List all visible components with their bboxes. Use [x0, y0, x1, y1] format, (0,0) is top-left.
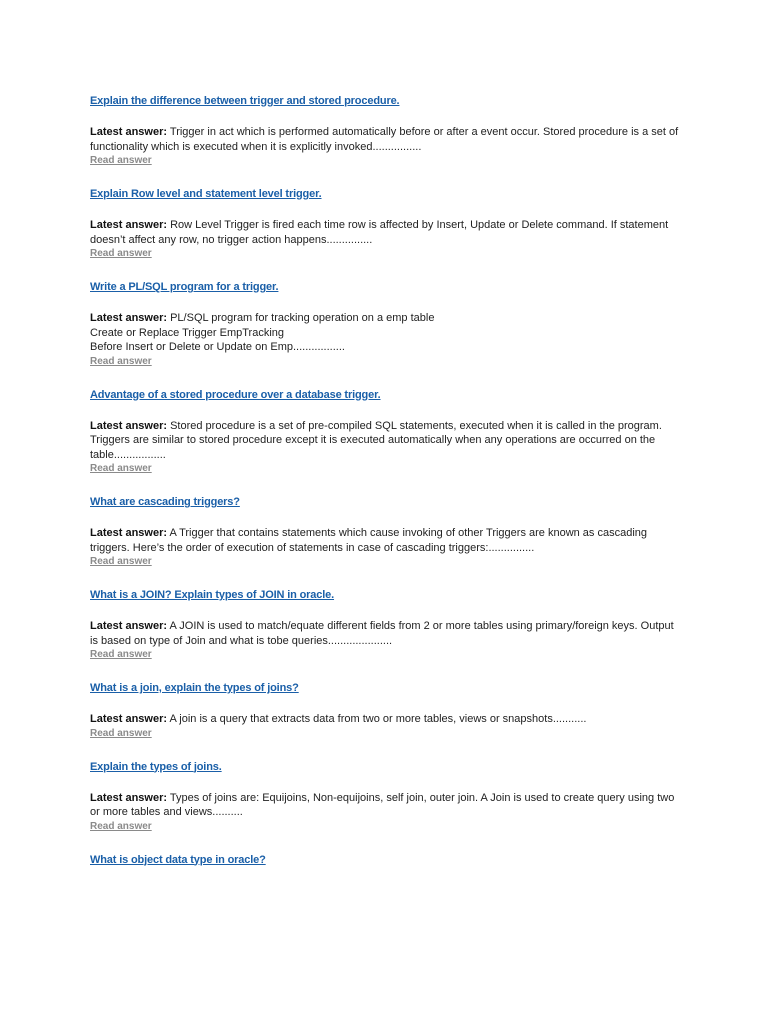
answer-body: PL/SQL program for tracking operation on a emp table Create or Replace Trigger EmpTracking Before Insert or Delete or Update on Emp................. [90, 312, 435, 353]
answer-label: Latest answer: [90, 713, 168, 725]
answer-text [90, 419, 682, 463]
answer-text [90, 619, 682, 648]
question-link[interactable]: Advantage of a stored procedure over a database trigger. [90, 388, 381, 401]
answer-label: Latest answer: [90, 126, 168, 138]
read-answer-link[interactable]: Read answer [90, 155, 152, 166]
answer-body: Trigger in act which is performed automatically before or after a event occur. Stored procedure is a set of functionality which is executed when it is explicitly invoked................ [90, 126, 679, 153]
answer-text [90, 791, 682, 820]
question-link[interactable]: Write a PL/SQL program for a trigger. [90, 281, 279, 293]
qa-item [90, 853, 690, 867]
answer-label: Latest answer: [90, 419, 168, 432]
answer-text [90, 311, 682, 355]
question-link[interactable]: What is a join, explain the types of joins? [90, 682, 299, 694]
answer-label: Latest answer: [90, 219, 168, 231]
question-link[interactable]: Explain the difference between trigger and stored procedure. [90, 95, 400, 107]
answer-body: Stored procedure is a set of pre-compiled SQL statements, executed when it is called in the program. Triggers are similar to stored procedure except it is executed automatically when any operations are occurred on the table................. [90, 419, 662, 461]
qa-item [90, 94, 690, 167]
answer-body: A join is a query that extracts data from two or more tables, views or snapshots........... [169, 713, 587, 725]
qa-list [90, 94, 690, 867]
question-link[interactable]: What are cascading triggers? [90, 496, 240, 508]
answer-body: A JOIN is used to match/equate different fields from 2 or more tables using primary/foreign keys. Output is based on type of Join and what is tobe queries..................... [90, 620, 674, 647]
qa-item [90, 588, 690, 661]
qa-item [90, 760, 690, 833]
read-answer-link[interactable]: Read answer [90, 355, 152, 367]
answer-text [90, 125, 682, 154]
read-answer-link[interactable]: Read answer [90, 727, 152, 739]
qa-item [90, 187, 690, 260]
qa-item [90, 495, 690, 568]
read-answer-link[interactable]: Read answer [90, 820, 152, 832]
answer-text [90, 218, 682, 247]
qa-item [90, 388, 690, 476]
answer-text [90, 712, 682, 727]
question-link[interactable]: Explain Row level and statement level trigger. [90, 188, 322, 200]
qa-item [90, 681, 690, 740]
answer-body: A Trigger that contains statements which cause invoking of other Triggers are known as cascading triggers. Here’s the order of execution of statements in case of cascading triggers:............... [90, 527, 648, 554]
answer-body: Types of joins are: Equijoins, Non-equijoins, self join, outer join. A Join is used to create query using two or more tables and views.......... [90, 791, 675, 818]
answer-label: Latest answer: [90, 620, 168, 632]
read-answer-link[interactable]: Read answer [90, 463, 152, 474]
question-link[interactable]: What is object data type in oracle? [90, 853, 266, 866]
answer-body: Row Level Trigger is fired each time row is affected by Insert, Update or Delete command. If statement doesn’t affect any row, no trigger action happens............... [90, 219, 669, 246]
read-answer-link[interactable]: Read answer [90, 649, 152, 660]
read-answer-link[interactable]: Read answer [90, 248, 152, 259]
answer-label: Latest answer: [90, 312, 168, 324]
read-answer-link[interactable]: Read answer [90, 556, 152, 567]
qa-item [90, 280, 690, 368]
question-link[interactable]: What is a JOIN? Explain types of JOIN in oracle. [90, 589, 335, 601]
answer-label: Latest answer: [90, 791, 168, 804]
question-link[interactable]: Explain the types of joins. [90, 760, 222, 773]
answer-label: Latest answer: [90, 527, 168, 539]
answer-text [90, 526, 682, 555]
